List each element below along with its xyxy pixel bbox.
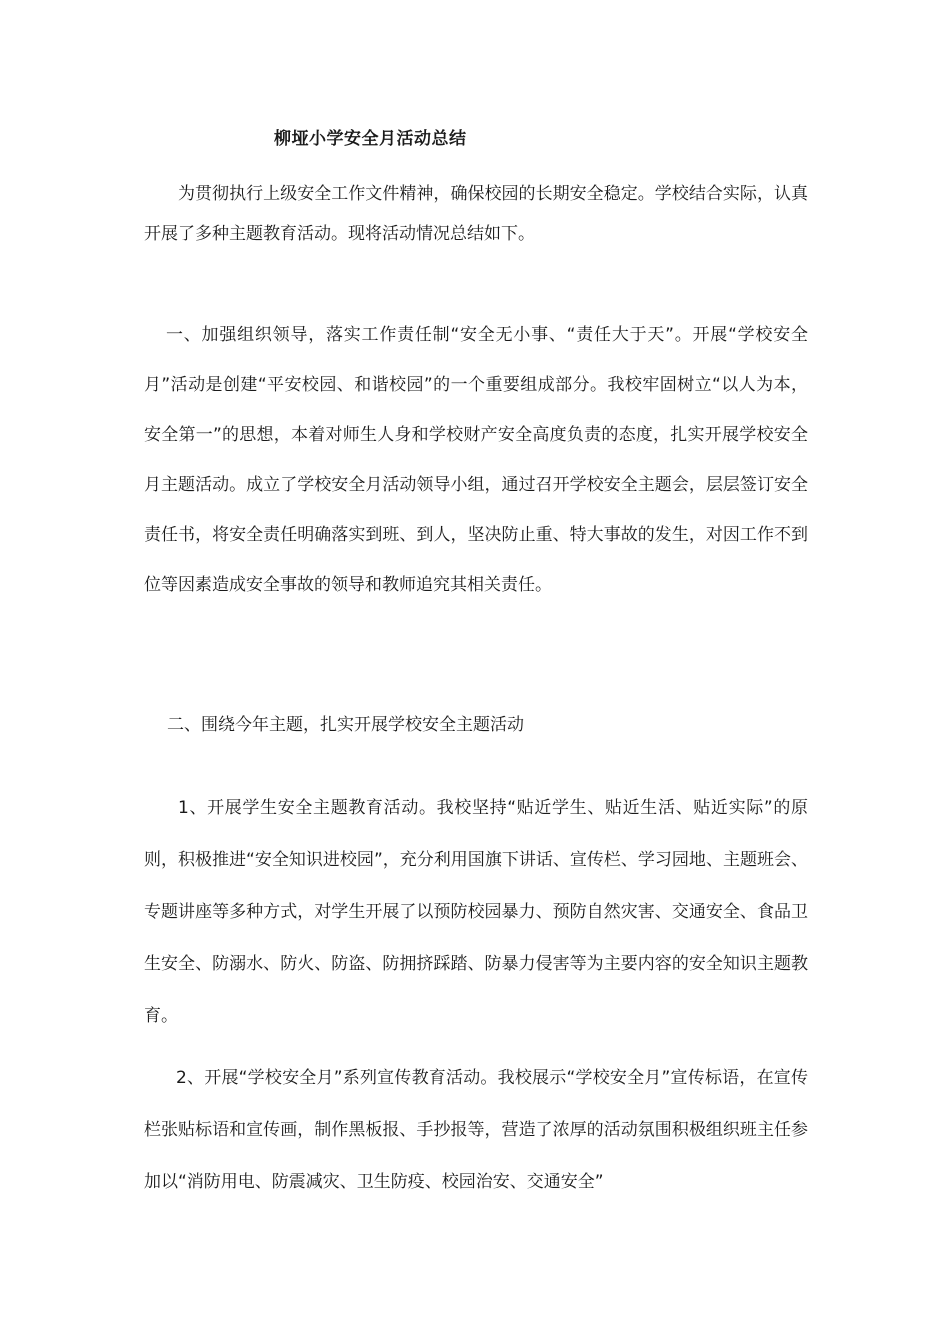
section-2-heading: 二、围绕今年主题，扎实开展学校安全主题活动 [167,715,524,735]
section-1-paragraph: 一、加强组织领导，落实工作责任制“安全无小事、“责任大于天”。开展“学校安全月”活动是创建“平安校园、和谐校园”的一个重要组成部分。我校牢固树立“以人为本，安全第一”的思想，本着对师生人身和学校财产安全高度负责的态度，扎实开展学校安全月主题活动。成立了学校安全月活动领导小组，通过召开学校安全主题会，层层签订安全责任书，将安全责任明确落实到班、到人，坚决防止重、特大事故的发生，对因工作不到位等因素造成安全事故的领导和教师追究其相关责任。 [144,325,808,595]
item-2-paragraph: 2、开展“学校安全月”系列宣传教育活动。我校展示“学校安全月”宣传标语，在宣传栏张贴标语和宣传画，制作黑板报、手抄报等，营造了浓厚的活动氛围积极组织班主任参加以“消防用电、防震减灾、卫生防疫、校园治安、交通安全” [144,1068,808,1192]
document-title: 柳垭小学安全月活动总结 [274,129,467,149]
intro-paragraph: 为贯彻执行上级安全工作文件精神，确保校园的长期安全稳定。学校结合实际，认真开展了多种主题教育活动。现将活动情况总结如下。 [144,184,808,244]
item-1-paragraph: 1、开展学生安全主题教育活动。我校坚持“贴近学生、贴近生活、贴近实际”的原则，积极推进“安全知识进校园”，充分利用国旗下讲话、宣传栏、学习园地、主题班会、专题讲座等多种方式，对学生开展了以预防校园暴力、预防自然灾害、交通安全、食品卫生安全、防溺水、防火、防盗、防拥挤踩踏、防暴力侵害等为主要内容的安全知识主题教育。 [144,798,808,1026]
